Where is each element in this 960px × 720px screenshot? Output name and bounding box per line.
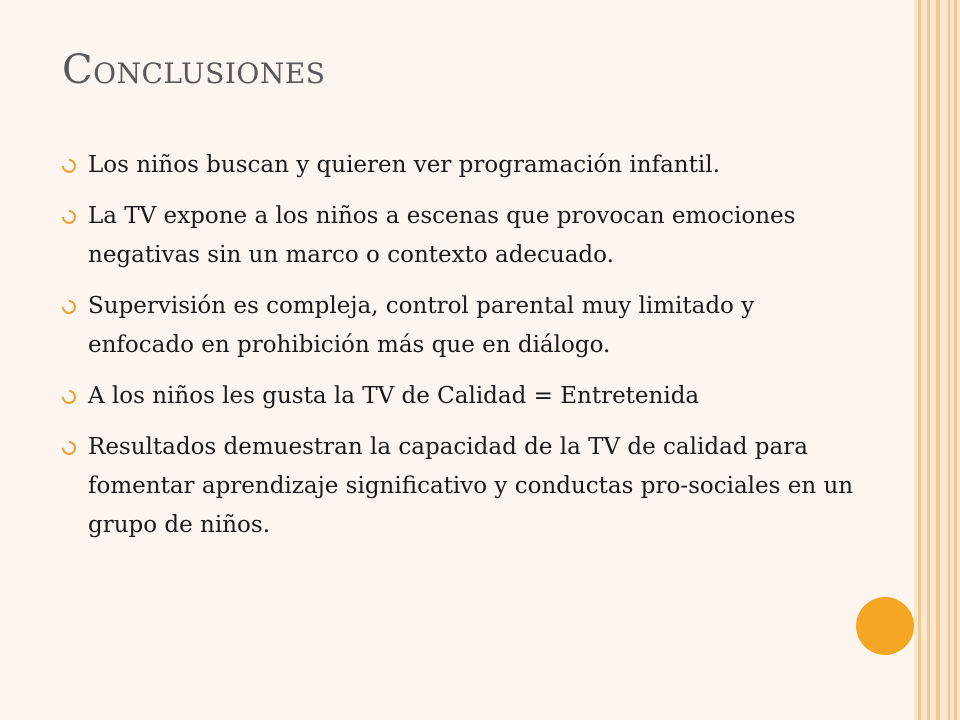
bullet-text: La TV expone a los niños a escenas que provocan emociones negativas sin un marco o contexto adecuado. [88, 203, 796, 268]
stripe [936, 0, 940, 720]
bullet-item [62, 146, 862, 185]
stripe [948, 0, 950, 720]
bullet-text: Supervisión es compleja, control parental muy limitado y enfocado en prohibición más que en diálogo. [88, 293, 755, 358]
bullet-icon [59, 387, 79, 407]
decorative-stripes [914, 0, 960, 720]
bullet-list [62, 146, 862, 557]
bullet-text: Los niños buscan y quieren ver programación infantil. [88, 152, 720, 178]
bullet-item [62, 428, 862, 545]
bullet-icon [59, 156, 79, 176]
bullet-item [62, 377, 862, 416]
bullet-text: A los niños les gusta la TV de Calidad = Entretenida [88, 383, 700, 409]
slide-title: Conclusiones [62, 47, 326, 93]
decorative-circle-icon [856, 597, 914, 655]
bullet-icon [59, 297, 79, 317]
bullet-icon [59, 207, 79, 227]
stripe [954, 0, 957, 720]
stripe [927, 0, 930, 720]
bullet-icon [59, 438, 79, 458]
bullet-item [62, 197, 862, 275]
bullet-item [62, 287, 862, 365]
bullet-text: Resultados demuestran la capacidad de la TV de calidad para fomentar aprendizaje significativo y conductas pro-sociales en un grupo de niños. [88, 434, 854, 538]
stripe [918, 0, 921, 720]
